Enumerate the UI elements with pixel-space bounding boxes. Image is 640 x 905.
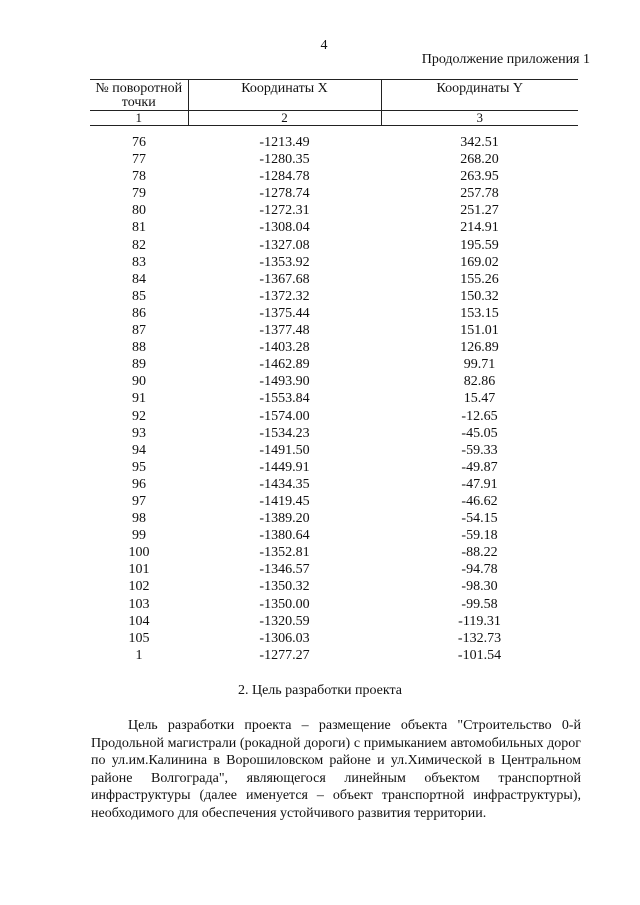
table-row	[90, 408, 578, 425]
cell-coordinate-y: 342.51	[460, 135, 499, 150]
cell-coordinate-y: 214.91	[460, 220, 499, 236]
section-title: 2. Цель разработки проекта	[237, 683, 402, 698]
cell-coordinate-x: -1377.48	[259, 323, 310, 339]
cell-coordinate-x: -1389.20	[259, 511, 310, 527]
cell-coordinate-y: 151.01	[460, 323, 499, 339]
cell-coordinate-x: -1327.08	[259, 237, 310, 253]
cell-point-number: 93	[132, 425, 146, 441]
table-row	[90, 647, 578, 664]
cell-coordinate-y: 251.27	[460, 203, 499, 219]
cell-coordinate-x: -1308.04	[259, 220, 310, 236]
continuation-note: Продолжение приложения 1	[421, 52, 590, 67]
cell-point-number: 91	[132, 391, 146, 407]
column-numbers-row	[90, 111, 578, 126]
cell-coordinate-y: -45.05	[461, 425, 498, 441]
table-row	[90, 288, 578, 305]
table-row	[90, 322, 578, 339]
table-row	[90, 202, 578, 219]
cell-coordinate-y: -49.87	[461, 459, 498, 475]
cell-coordinate-x: -1449.91	[259, 459, 310, 475]
table-row	[90, 305, 578, 322]
table-row	[90, 459, 578, 476]
cell-point-number: 99	[132, 528, 146, 544]
cell-point-number: 81	[132, 220, 146, 236]
cell-coordinate-y: -59.18	[461, 528, 498, 544]
table-row	[90, 237, 578, 254]
table-row	[90, 168, 578, 185]
cell-point-number: 78	[132, 169, 146, 185]
cell-coordinate-y: -132.73	[457, 630, 502, 646]
cell-coordinate-y: -59.33	[461, 442, 498, 458]
table-row	[90, 185, 578, 202]
table-row	[90, 442, 578, 459]
page-number: 4	[320, 38, 328, 53]
cell-coordinate-y: 268.20	[460, 152, 499, 168]
cell-coordinate-x: -1372.32	[259, 288, 310, 304]
cell-coordinate-x: -1367.68	[259, 271, 310, 287]
table-row	[90, 425, 578, 442]
cell-coordinate-x: -1284.78	[259, 169, 310, 185]
cell-coordinate-x: -1320.59	[259, 613, 310, 629]
cell-coordinate-x: -1306.03	[259, 630, 310, 646]
table-row	[90, 493, 578, 510]
cell-coordinate-y: -46.62	[461, 493, 498, 509]
coordinates-table-container	[90, 79, 578, 664]
cell-point-number: 97	[132, 493, 146, 509]
table-row	[90, 151, 578, 168]
cell-point-number: 88	[132, 340, 146, 356]
table-row	[90, 390, 578, 407]
cell-coordinate-y: -12.65	[461, 408, 498, 424]
cell-point-number: 102	[128, 579, 150, 595]
table-row	[90, 596, 578, 613]
table-row	[90, 356, 578, 373]
cell-point-number: 80	[132, 203, 146, 219]
cell-coordinate-y: 153.15	[460, 305, 499, 321]
cell-coordinate-y: -88.22	[461, 545, 498, 561]
cell-point-number: 92	[132, 408, 146, 424]
table-row	[90, 630, 578, 647]
cell-point-number: 95	[132, 459, 146, 475]
cell-point-number: 79	[132, 186, 146, 202]
cell-coordinate-x: -1350.32	[259, 579, 310, 595]
cell-point-number: 89	[132, 357, 146, 373]
cell-point-number: 85	[132, 288, 146, 304]
cell-coordinate-y: -119.31	[458, 613, 501, 629]
cell-coordinate-x: -1434.35	[259, 476, 310, 492]
cell-coordinate-x: -1553.84	[259, 391, 310, 407]
cell-point-number: 103	[128, 596, 150, 612]
cell-point-number: 101	[128, 562, 150, 578]
cell-coordinate-x: -1462.89	[259, 357, 310, 373]
cell-point-number: 96	[132, 476, 146, 492]
cell-point-number: 98	[132, 511, 146, 527]
cell-coordinate-x: -1380.64	[259, 528, 310, 544]
table-row	[90, 527, 578, 544]
cell-point-number: 94	[132, 442, 146, 458]
section-paragraph: Цель разработки проекта – размещение объекта "Строительство 0-й Продольной магистрали (рокадной дороги) с примыканием автомобильных дорог по ул.им.Калинина в Ворошиловском районе и ул.Химической в Центральном районе Волгограда", являющегося линейным объектом транспортной инфраструктуры (далее именуется – объект транспортной инфраструктуры), необходимого для обеспечения устойчивого развития территории.	[91, 718, 581, 821]
cell-point-number: 82	[132, 237, 146, 253]
cell-point-number: 87	[132, 323, 146, 339]
cell-coordinate-x: -1350.00	[259, 596, 310, 612]
cell-coordinate-x: -1403.28	[259, 340, 310, 356]
cell-point-number: 84	[132, 271, 146, 287]
cell-point-number: 76	[132, 135, 146, 150]
column-number-1: 1	[90, 111, 188, 126]
table-row	[90, 126, 578, 152]
cell-coordinate-x: -1280.35	[259, 152, 310, 168]
cell-coordinate-x: -1272.31	[259, 203, 310, 219]
cell-coordinate-y: 257.78	[460, 186, 499, 202]
table-row	[90, 271, 578, 288]
cell-point-number: 1	[135, 647, 143, 663]
cell-point-number: 83	[132, 254, 146, 270]
table-body	[90, 126, 578, 664]
cell-coordinate-y: -54.15	[461, 511, 498, 527]
table-row	[90, 254, 578, 271]
cell-coordinate-y: -101.54	[457, 647, 502, 663]
table-row	[90, 544, 578, 561]
cell-point-number: 100	[128, 545, 150, 561]
column-number-2: 2	[188, 111, 381, 126]
header-coordinate-y: Координаты Y	[381, 80, 578, 111]
cell-point-number: 86	[132, 305, 146, 321]
cell-coordinate-y: 126.89	[460, 340, 499, 356]
table-row	[90, 476, 578, 493]
cell-coordinate-x: -1491.50	[259, 442, 310, 458]
cell-coordinate-y: 15.47	[463, 391, 496, 407]
cell-point-number: 105	[128, 630, 150, 646]
header-coordinate-x: Координаты X	[188, 80, 381, 111]
cell-coordinate-x: -1353.92	[259, 254, 310, 270]
table-row	[90, 339, 578, 356]
cell-coordinate-y: 82.86	[463, 374, 496, 390]
cell-coordinate-x: -1213.49	[259, 135, 310, 150]
column-number-3: 3	[381, 111, 578, 126]
cell-point-number: 77	[132, 152, 146, 168]
cell-coordinate-y: 169.02	[460, 254, 499, 270]
cell-coordinate-y: -99.58	[461, 596, 498, 612]
cell-coordinate-x: -1278.74	[259, 186, 310, 202]
cell-coordinate-y: 150.32	[460, 288, 499, 304]
table-row	[90, 613, 578, 630]
coordinates-table	[90, 79, 578, 664]
cell-coordinate-x: -1534.23	[259, 425, 310, 441]
table-row	[90, 219, 578, 236]
cell-coordinate-y: -98.30	[461, 579, 498, 595]
cell-coordinate-x: -1419.45	[259, 493, 310, 509]
cell-coordinate-y: 155.26	[460, 271, 499, 287]
header-point-number: № поворотной точки	[90, 80, 188, 111]
cell-coordinate-y: -94.78	[461, 562, 498, 578]
cell-coordinate-x: -1493.90	[259, 374, 310, 390]
table-row	[90, 373, 578, 390]
cell-coordinate-y: 263.95	[460, 169, 499, 185]
cell-coordinate-y: -47.91	[461, 476, 498, 492]
cell-point-number: 104	[128, 613, 150, 629]
cell-coordinate-y: 195.59	[460, 237, 499, 253]
cell-coordinate-x: -1352.81	[259, 545, 310, 561]
cell-coordinate-x: -1574.00	[259, 408, 310, 424]
table-row	[90, 578, 578, 595]
cell-coordinate-y: 99.71	[463, 357, 496, 373]
cell-coordinate-x: -1375.44	[259, 305, 310, 321]
cell-point-number: 90	[132, 374, 146, 390]
table-row	[90, 510, 578, 527]
cell-coordinate-x: -1277.27	[259, 647, 310, 663]
table-row	[90, 561, 578, 578]
cell-coordinate-x: -1346.57	[259, 562, 310, 578]
table-header-row	[90, 80, 578, 111]
